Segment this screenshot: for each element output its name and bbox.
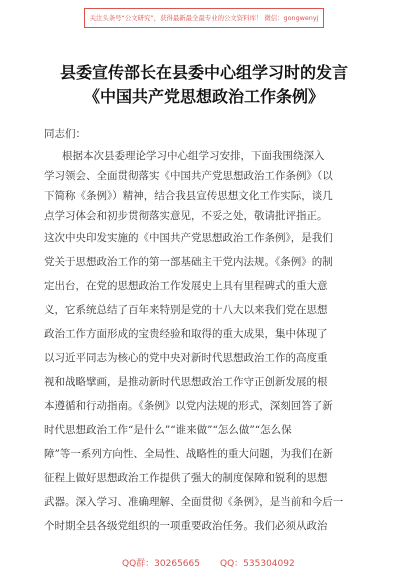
body-line: 障”等一系列方向性、全局性、战略性的重大问题，为我们在新 [44,448,333,460]
body-line: 点学习体会和初步贯彻落实意见，不妥之处，敬请批评指正。 [44,210,328,222]
body-line: 以习近平同志为核心的党中央对新时代思想政治工作的高度重 [44,352,328,364]
body-line: 这次中央印发实施的《中国共产党思想政治工作条例》，是我们 [44,232,333,244]
body-line: 下简称《条例》）精神，结合我县宣传思想文化工作实际，谈几 [44,190,333,202]
body-line: 视和战略擘画，是推动新时代思想政治工作守正创新发展的根 [44,376,328,388]
body-line: 学习领会、全面贯彻落实《中国共产党思想政治工作条例》（以 [44,170,333,182]
body-line: 本遵循和行动指南。《条例》以党内法规的形式，深刻回答了新 [44,400,333,412]
footer-qq-group: QQ群：30265665 [122,559,200,569]
document-title-line-2: 《中国共产党思想政治工作条例》 [83,87,324,106]
body-line: 个时期全县各级党组织的一项重要政治任务。我们必须从政治 [44,520,328,532]
body-line: 义，它系统总结了百年来特别是党的十八大以来我们党在思想 [44,304,328,316]
body-line: 党关于思想政治工作的第一部基础主干党内法规。《条例》的制 [44,256,333,268]
body-line: 政治工作方面形成的宝贵经验和取得的重大成果，集中体现了 [44,328,328,340]
body-line: 时代思想政治工作“是什么”“谁来做”“怎么做”“怎么保 [44,424,292,436]
document-title-line-1: 县委宣传部长在县委中心组学习时的发言 [59,63,348,82]
body-line: 定出台，在党的思想政治工作发展史上具有里程碑式的重大意 [44,280,328,292]
top-banner: 关注头条号“公文研究”，获得最新最全最专业的公文资料库！ 微信：gongwenyj [84,8,324,28]
body-line: 武器。深入学习、准确理解、全面贯彻《条例》，是当前和今后一 [44,496,344,508]
footer-qq-contact: QQ：535304092 [220,559,295,569]
body-line: 征程上做好思想政治工作提供了强大的制度保障和锐利的思想 [44,472,328,484]
body-line: 根据本次县委理论学习中心组学习安排，下面我围绕深入 [62,150,325,162]
salutation: 同志们： [44,128,86,140]
